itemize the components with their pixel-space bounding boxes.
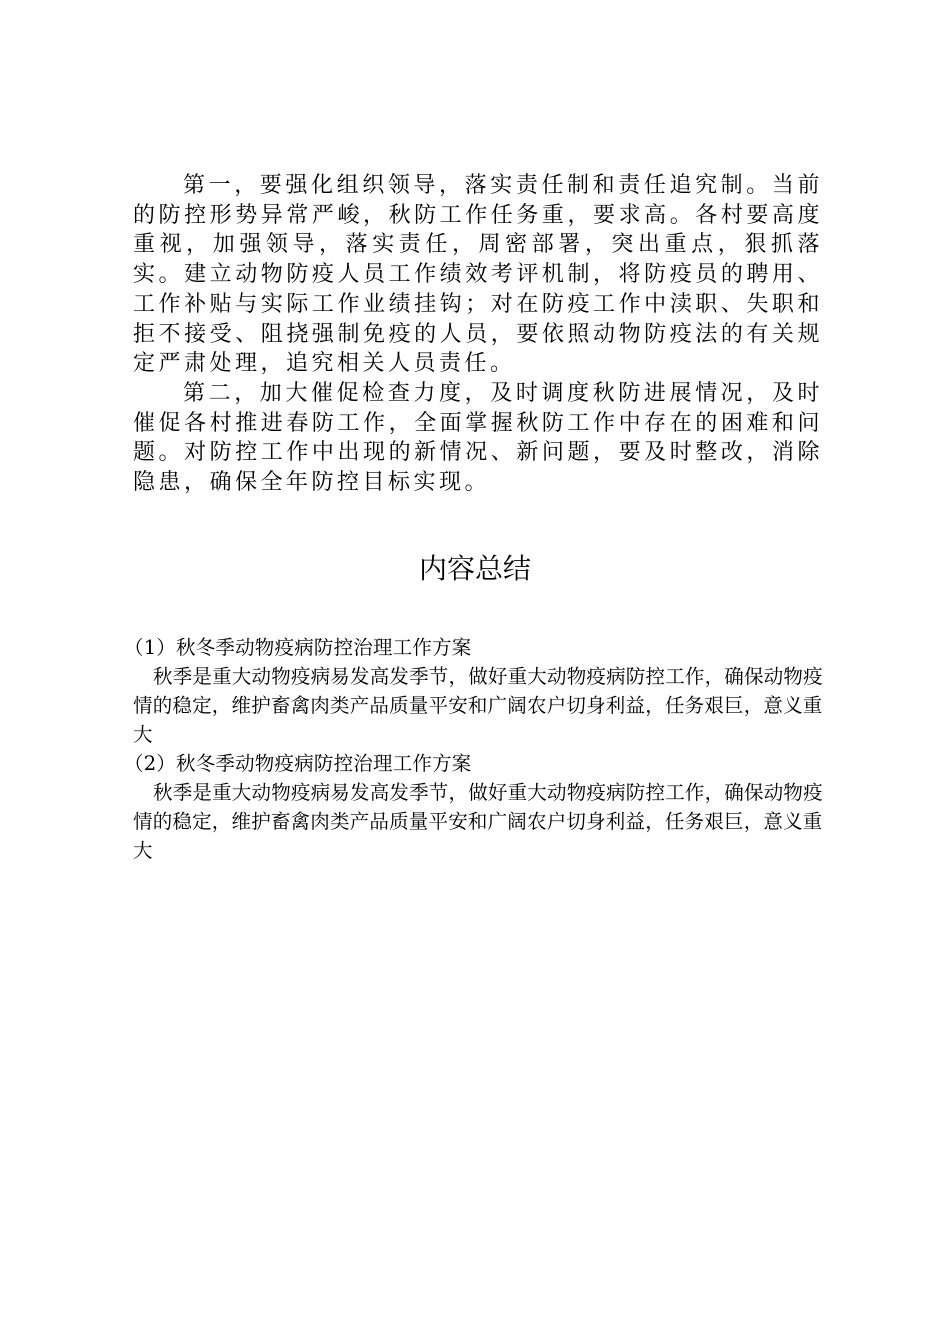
summary-item-text: 秋季是重大动物疫病易发高发季节，做好重大动物疫病防控工作，确保动物疫情的稳定，维护畜禽肉类产品质量平安和广阔农户切身利益，任务艰巨，意义重大 (133, 781, 823, 862)
summary-section (124, 633, 833, 865)
summary-item (124, 749, 833, 865)
summary-item-heading: （2）秋冬季动物疫病防控治理工作方案 (124, 752, 472, 775)
summary-item (124, 633, 833, 749)
paragraph-second-measure: 第二，加大催促检查力度，及时调度秋防进展情况，及时催促各村推进春防工作，全面掌握秋防工作中存在的困难和问题。对防控工作中出现的新情况、新问题，要及时整改，消除隐患，确保全年防控目标实现。 (133, 380, 823, 496)
paragraph-first-measure: 第一，要强化组织领导，落实责任制和责任追究制。当前的防控形势异常严峻，秋防工作任务重，要求高。各村要高度重视，加强领导，落实责任，周密部署，突出重点，狠抓落实。建立动物防疫人员工作绩效考评机制，将防疫员的聘用、工作补贴与实际工作业绩挂钩；对在防疫工作中渎职、失职和拒不接受、阻挠强制免疫的人员，要依照动物防疫法的有关规定严肃处理，追究相关人员责任。 (133, 173, 823, 377)
summary-item-heading: （1）秋冬季动物疫病防控治理工作方案 (124, 636, 472, 659)
main-body-text (133, 171, 823, 498)
summary-item-text: 秋季是重大动物疫病易发高发季节，做好重大动物疫病防控工作，确保动物疫情的稳定，维护畜禽肉类产品质量平安和广阔农户切身利益，任务艰巨，意义重大 (133, 665, 823, 746)
summary-title: 内容总结 (418, 552, 531, 585)
